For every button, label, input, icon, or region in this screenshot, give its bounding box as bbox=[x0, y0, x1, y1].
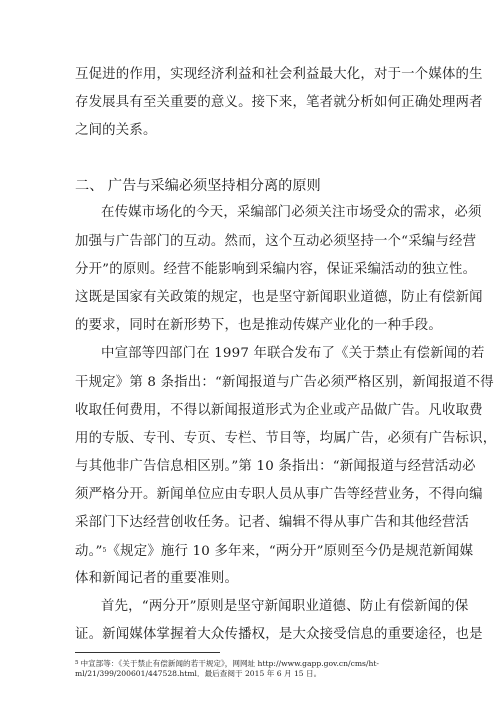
body-text-line: 证。新闻媒体掌握着大众传播权，是大众接受信息的重要途径，也是 bbox=[75, 627, 483, 642]
body-text-line: 加强与广告部门的互动。然而，这个互动必须坚持一个“采编与经营 bbox=[75, 234, 477, 249]
body-text-line: 存发展具有至关重要的意义。接下来，笔者就分析如何正确处理两者 bbox=[75, 95, 483, 110]
body-text-line: 收取任何费用，不得以新闻报道形式为企业或产品做广告。凡收取费 bbox=[75, 403, 483, 418]
footnote-mark: 5 bbox=[75, 660, 79, 666]
body-text-fragment: 《规定》施行 10 多年来，“两分开”原则至今仍是规范新闻媒 bbox=[106, 544, 474, 559]
body-text-line: 干规定》第 8 条指出：“新闻报道与广告必须严格区别，新闻报道不得 bbox=[75, 375, 494, 390]
footnote-reference[interactable]: 5 bbox=[102, 547, 107, 554]
body-text-line: 中宣部等四部门在 1997 年联合发布了《关于禁止有偿新闻的若 bbox=[101, 346, 485, 361]
section-heading: 二、 广告与采编必须坚持相分离的原则 bbox=[75, 178, 321, 194]
footnote-separator bbox=[75, 652, 220, 653]
body-text-line: 首先，“两分开”原则是坚守新闻职业道德、防止有偿新闻的保 bbox=[101, 599, 469, 614]
body-text-line: 之间的关系。 bbox=[75, 123, 157, 138]
body-text-line: 这既是国家有关政策的规定，也是坚守新闻职业道德，防止有偿新闻 bbox=[75, 290, 483, 305]
body-text-fragment: 动。” bbox=[75, 544, 103, 559]
body-text-line: 须严格分开。新闻单位应由专职人员从事广告等经营业务，不得向编 bbox=[75, 487, 483, 502]
body-text-line: 的要求，同时在新形势下，也是推动传媒产业化的一种手段。 bbox=[75, 318, 442, 333]
body-text-line: 在传媒市场化的今天，采编部门必须关注市场受众的需求，必须 bbox=[101, 205, 482, 220]
footnote-line: ml/21/399/200601/447528.html．最后查阅于 2015 年 6 月 15 日。 bbox=[75, 669, 322, 678]
body-text-line: 分开”的原则。经营不能影响到采编内容，保证采编活动的独立性。 bbox=[75, 262, 477, 277]
body-text-line: 采部门下达经营创收任务。记者、编辑不得从事广告和其他经营活 bbox=[75, 515, 470, 530]
body-text-line: 互促进的作用，实现经济利益和社会利益最大化，对于一个媒体的生 bbox=[75, 67, 483, 82]
footnote-line bbox=[75, 658, 435, 669]
body-text-line: 用的专版、专刊、专页、专栏、节目等，均属广告，必须有广告标识， bbox=[75, 431, 497, 446]
body-text-line: 体和新闻记者的重要准则。 bbox=[75, 571, 239, 586]
body-text-line bbox=[75, 543, 474, 560]
footnote-text: 中宣部等：《关于禁止有偿新闻的若干规定》，网网址 http://www.gapp.gov.cn/cms/ht- bbox=[80, 659, 379, 668]
body-text-line: 与其他非广告信息相区别。”第 10 条指出：“新闻报道与经营活动必 bbox=[75, 459, 476, 474]
